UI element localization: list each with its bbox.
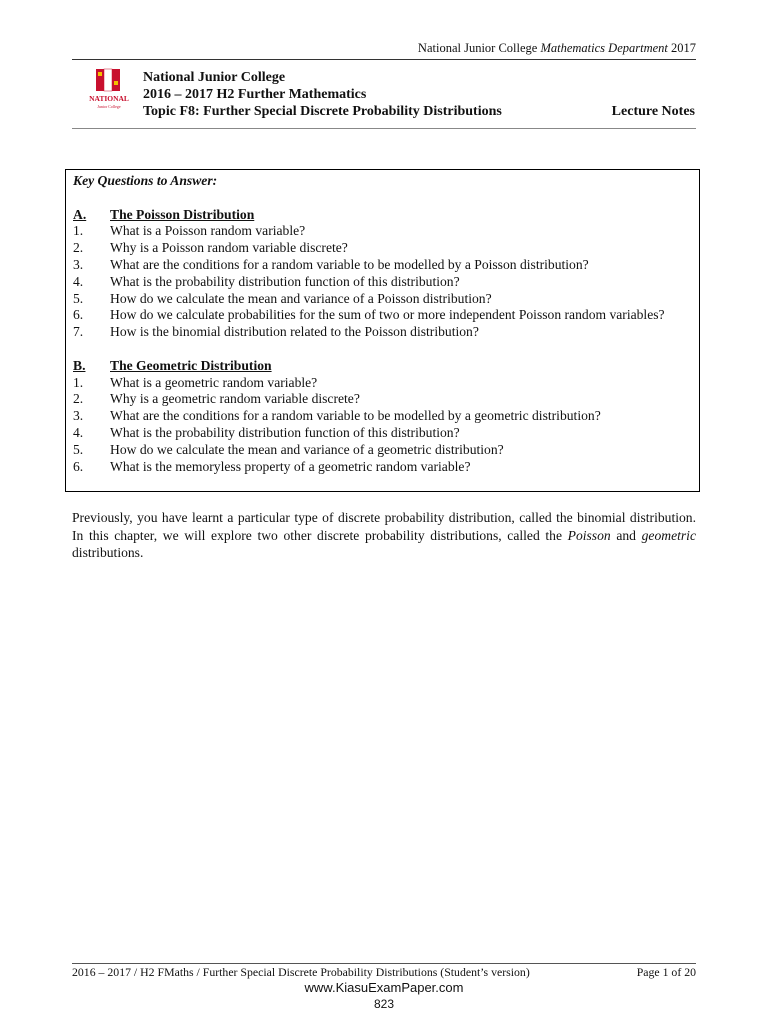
header-divider [72, 128, 696, 129]
intro-term-geometric: geometric [641, 527, 696, 543]
question-text: How do we calculate the mean and variance of a geometric distribution? [110, 441, 504, 457]
question-item [73, 408, 692, 425]
footer-page-indicator: Page 1 of 20 [636, 965, 696, 979]
question-item [73, 324, 692, 341]
intro-text-end: distributions. [72, 545, 144, 560]
title-block [143, 69, 695, 120]
question-number: 4. [73, 273, 84, 289]
section-title: The Poisson Distribution [110, 206, 255, 222]
question-item [73, 375, 692, 392]
college-name: National Junior College [143, 70, 286, 85]
intro-text: Previously, you have learnt a particular type of discrete probability distribution, called the binomial distribution. In this chapter, we will explore two other discrete probability distributions, called the [72, 510, 696, 543]
question-text: What are the conditions for a random variable to be modelled by a geometric distribution? [110, 408, 601, 424]
page-number: 823 [373, 997, 395, 1011]
question-number: 2. [73, 240, 84, 256]
question-item [73, 391, 692, 408]
question-item [73, 425, 692, 442]
doc-type: Lecture Notes [611, 104, 695, 119]
question-text: What are the conditions for a random variable to be modelled by a Poisson distribution? [110, 256, 589, 272]
question-text: How do we calculate probabilities for the sum of two or more independent Poisson random variables? [110, 307, 665, 323]
key-questions-box [65, 169, 700, 492]
question-number: 3. [73, 408, 84, 424]
section-title: The Geometric Distribution [110, 357, 272, 373]
question-item [73, 307, 692, 324]
question-text: What is a geometric random variable? [110, 374, 318, 390]
question-item [73, 274, 692, 291]
question-text: What is the memoryless property of a geometric random variable? [110, 458, 471, 474]
question-number: 6. [73, 307, 84, 323]
question-item [73, 442, 692, 459]
question-text: What is the probability distribution function of this distribution? [110, 424, 460, 440]
question-number: 1. [73, 223, 84, 239]
course-title: 2016 – 2017 H2 Further Mathematics [143, 87, 367, 102]
question-number: 6. [73, 458, 84, 474]
question-text: How is the binomial distribution related to the Poisson distribution? [110, 324, 479, 340]
question-text: How do we calculate the mean and variance of a Poisson distribution? [110, 290, 492, 306]
question-item [73, 257, 692, 274]
question-number: 3. [73, 256, 84, 272]
section-heading-geometric [73, 358, 692, 375]
running-header-dept: Mathematics Department [540, 41, 668, 55]
header-rule [72, 59, 696, 60]
section-label: A. [73, 206, 87, 222]
intro-term-poisson: Poisson [567, 527, 611, 543]
question-number: 2. [73, 391, 84, 407]
question-item [73, 240, 692, 257]
intro-text-and: and [610, 527, 642, 543]
question-text: What is the probability distribution function of this distribution? [110, 273, 460, 289]
question-number: 4. [73, 424, 84, 440]
footer-rule [72, 963, 696, 964]
topic-title: Topic F8: Further Special Discrete Probability Distributions [143, 104, 502, 119]
section-heading-poisson [73, 207, 692, 224]
intro-paragraph [72, 509, 696, 562]
question-item [73, 459, 692, 476]
question-number: 7. [73, 324, 84, 340]
logo-text: NATIONAL [89, 94, 129, 103]
question-number: 1. [73, 374, 84, 390]
question-text: Why is a Poisson random variable discrete? [110, 240, 348, 256]
running-header [418, 41, 696, 56]
college-crest-icon [86, 67, 134, 119]
college-logo [86, 67, 134, 119]
watermark-url: www.KiasuExamPaper.com [304, 980, 464, 995]
question-item [73, 291, 692, 308]
logo-subtext: Junior College [97, 104, 121, 109]
running-header-year: 2017 [671, 41, 696, 55]
question-number: 5. [73, 290, 84, 306]
question-item [73, 223, 692, 240]
question-text: Why is a geometric random variable discrete? [110, 391, 360, 407]
running-header-college: National Junior College [417, 41, 538, 55]
key-questions-title: Key Questions to Answer: [73, 173, 218, 188]
question-number: 5. [73, 441, 84, 457]
section-label: B. [73, 357, 86, 373]
question-text: What is a Poisson random variable? [110, 223, 306, 239]
footer-document-info: 2016 – 2017 / H2 FMaths / Further Special Discrete Probability Distributions (Student’s version) [72, 965, 530, 979]
